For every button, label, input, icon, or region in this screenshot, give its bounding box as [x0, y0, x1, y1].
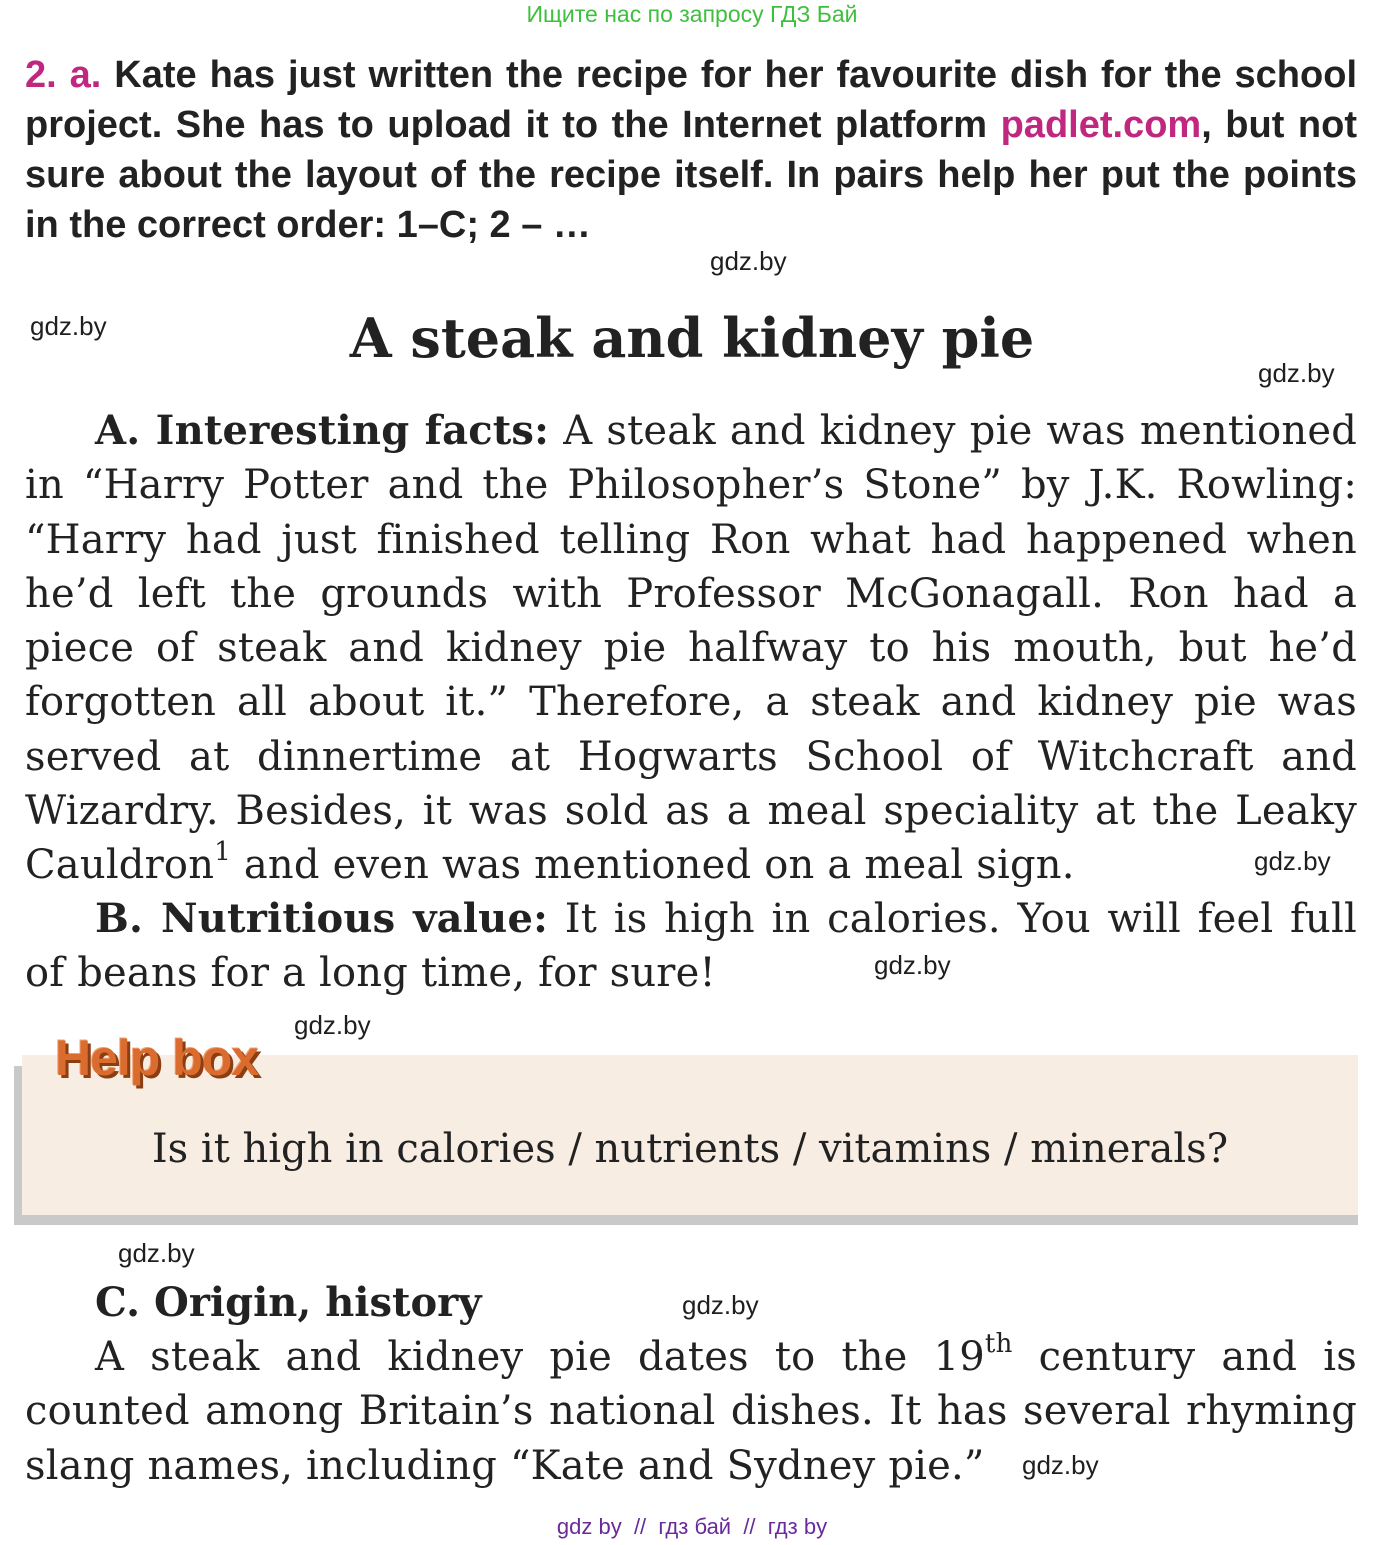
section-a: [25, 404, 1357, 893]
task-number: 2. а.: [25, 54, 102, 96]
task-text: Kate has just written the recipe for her favourite dish for the school project. She has to upload it to the Internet platform: [25, 54, 1357, 146]
watermark: gdz.by: [294, 1010, 371, 1040]
section-c-text-start: A steak and kidney pie dates to the 19: [95, 1334, 985, 1380]
section-b-heading: B. Nutritious value:: [95, 895, 549, 942]
section-a-text-end: and even was mentioned on a meal sign.: [230, 842, 1075, 889]
help-box-text: Is it high in calories / nutrients / vitamins / minerals?: [151, 1126, 1229, 1172]
watermark: gdz.by: [30, 311, 107, 341]
recipe-title: A steak and kidney pie: [349, 306, 1035, 370]
section-c-text: [25, 1330, 1357, 1493]
footer-watermark: gdz by // гдз бай // гдз by: [556, 1514, 828, 1539]
section-a-text: A steak and kidney pie was mentioned in “Harry Potter and the Philosopher’s Stone” by J.K. Rowling: “Harry had just finished telling Ron what had happened when he’d left the grounds with Professor McGonagall. Ron had a piece of steak and kidney pie halfway to his mouth, but he’d forgotten all about it.” Therefore, a steak and kidney pie was served at dinnertime at Hogwarts School of Witchcraft and Wizardry. Besides, it was sold as a meal speciality at the Leaky Cauldron: [25, 408, 1358, 889]
section-a-heading: A. Interesting facts:: [95, 407, 550, 454]
watermark: gdz.by: [682, 1290, 759, 1320]
superscript-th: th: [984, 1328, 1013, 1359]
watermark: gdz.by: [1022, 1450, 1099, 1480]
section-b: [25, 892, 1357, 1001]
task-instruction: [25, 50, 1357, 250]
top-banner: Ищите нас по запросу ГДЗ Бай: [526, 1, 858, 27]
watermark: gdz.by: [874, 950, 951, 980]
padlet-link[interactable]: padlet.com: [1000, 104, 1202, 146]
task-text-end: , but not sure about the layout of the recipe itself. In pairs help her put the points in the correct order: 1–C; 2 – …: [25, 104, 1357, 246]
section-b-text: It is high in calories. You will feel full of beans for a long time, for sure!: [25, 896, 1357, 997]
section-c-text-end: century and is counted among Britain’s national dishes. It has several rhyming slang names, including “Kate and Sydney pie.”: [25, 1334, 1357, 1489]
watermark: gdz.by: [710, 246, 787, 276]
help-box-title: Help box: [55, 1030, 259, 1086]
watermark: gdz.by: [1254, 846, 1331, 876]
watermark: gdz.by: [1258, 358, 1335, 388]
footnote-mark: 1: [214, 837, 231, 868]
section-c-heading: C. Origin, history: [95, 1279, 482, 1326]
watermark: gdz.by: [118, 1238, 195, 1268]
